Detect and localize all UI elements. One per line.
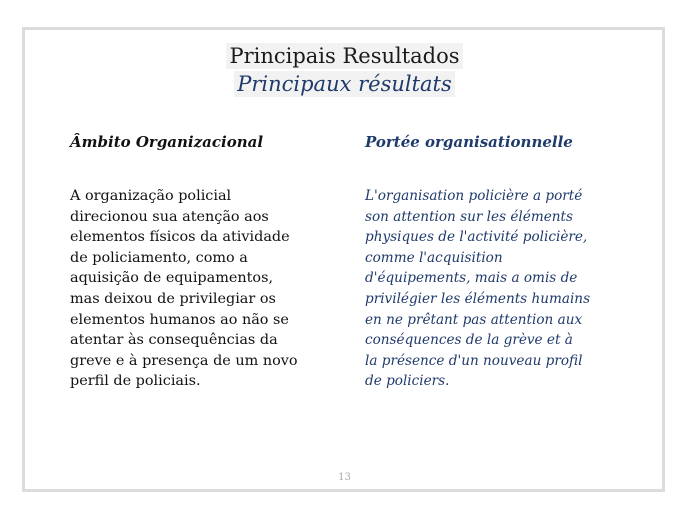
- right-body-line: d'équipements, mais a omis de: [365, 270, 578, 287]
- left-body-line: atentar às consequências da: [70, 332, 278, 349]
- title-portuguese: Principais Resultados: [226, 43, 462, 69]
- right-body-line: la présence d'un nouveau profil: [365, 352, 583, 369]
- page-number: 13: [338, 472, 351, 483]
- right-body-line: physiques de l'activité policière,: [365, 229, 588, 246]
- left-body-line: perfil de policiais.: [70, 373, 201, 390]
- left-column-body: [70, 186, 340, 392]
- left-body-line: direcionou sua atenção aos: [70, 208, 269, 225]
- right-column-body: [365, 186, 623, 392]
- title-french: Principaux résultats: [234, 71, 455, 97]
- left-body-line: A organização policial: [70, 188, 232, 204]
- slide-title: [0, 43, 689, 97]
- left-body-line: elementos físicos da atividade: [70, 229, 290, 246]
- right-body-line: de policiers.: [365, 373, 450, 390]
- left-body-line: aquisição de equipamentos,: [70, 270, 274, 287]
- right-body-line: conséquences de la grève et à: [365, 332, 573, 349]
- right-body-line: comme l'acquisition: [365, 249, 503, 266]
- right-body-line: privilégier les éléments humains: [365, 290, 591, 307]
- left-body-line: greve e à presença de um novo: [70, 352, 298, 369]
- right-column-heading: Portée organisationnelle: [365, 133, 573, 151]
- left-column-heading: Âmbito Organizacional: [70, 133, 264, 151]
- left-body-line: mas deixou de privilegiar os: [70, 290, 276, 307]
- left-body-line: de policiamento, como a: [70, 249, 248, 266]
- right-body-line: en ne prêtant pas attention aux: [365, 311, 583, 328]
- left-body-line: elementos humanos ao não se: [70, 311, 289, 328]
- right-body-line: L'organisation policière a porté: [365, 188, 583, 204]
- right-body-line: son attention sur les éléments: [365, 208, 573, 225]
